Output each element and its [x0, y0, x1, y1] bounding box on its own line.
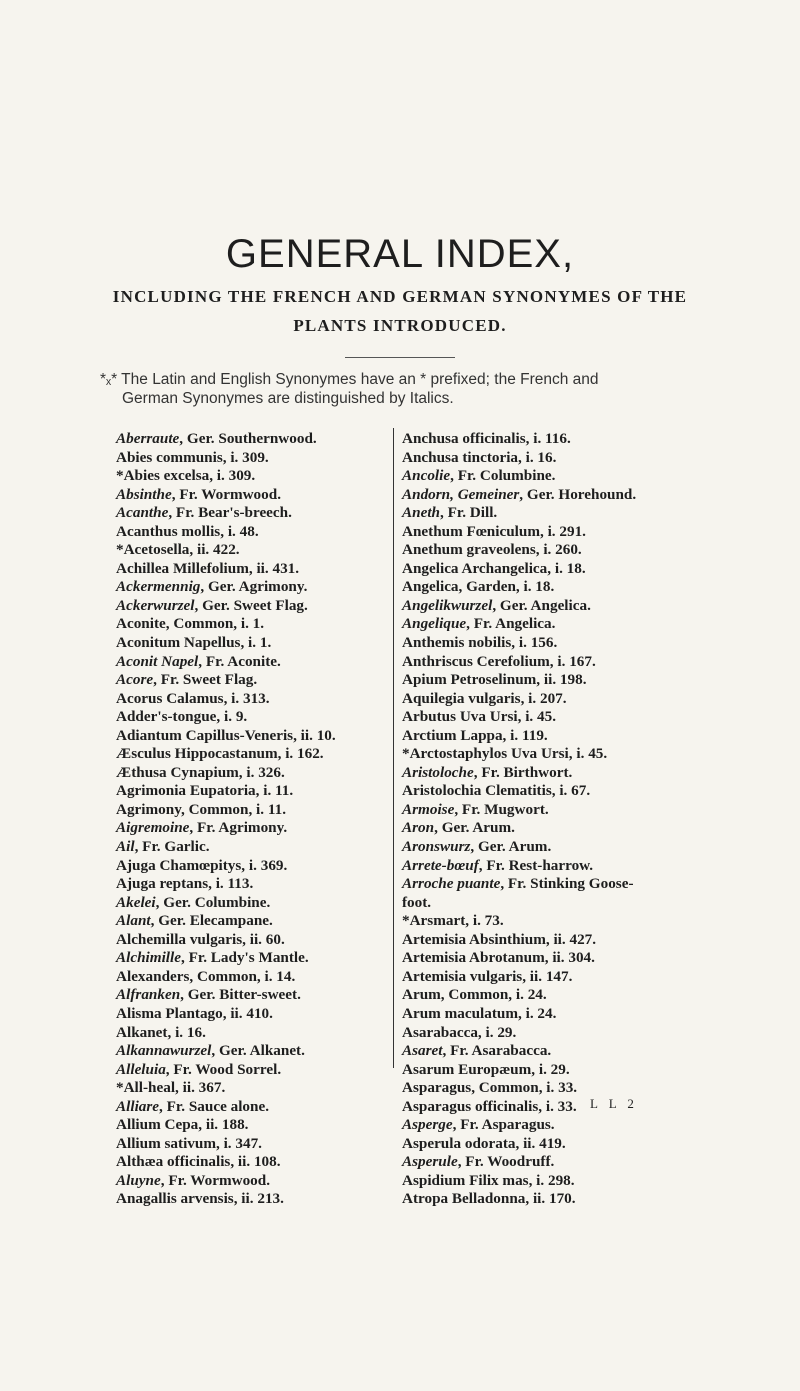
index-entry: [116, 1098, 388, 1117]
index-entry: [116, 690, 388, 709]
editorial-note: [100, 370, 720, 408]
entry-text: Adiantum Capillus-Veneris, ii. 10.: [116, 726, 336, 744]
entry-term-italic: Aron: [402, 819, 435, 837]
entry-term-italic: Aronswurz: [402, 838, 471, 856]
entry-text: , Fr. Stinking Goose-: [500, 875, 634, 893]
index-entry: [402, 597, 702, 616]
index-entry: [402, 968, 702, 987]
page-title: GENERAL INDEX,: [225, 232, 575, 276]
entry-term-italic: Absinthe: [116, 485, 172, 503]
entry-text: , Ger. Elecampane.: [150, 912, 273, 930]
index-entry: [402, 894, 702, 913]
index-entry: [116, 523, 388, 542]
entry-text: Ajuga reptans, i. 113.: [116, 875, 254, 893]
entry-term-italic: Alliare: [116, 1097, 160, 1115]
entry-text: , Fr. Asarabacca.: [442, 1042, 552, 1060]
entry-text: Aquilegia vulgaris, i. 207.: [402, 689, 567, 707]
entry-text: Asperula odorata, ii. 419.: [402, 1134, 566, 1152]
index-entry: [402, 634, 702, 653]
entry-text: Æthusa Cynapium, i. 326.: [116, 763, 285, 781]
entry-term-italic: Aristoloche: [402, 763, 474, 781]
entry-text: Arum maculatum, i. 24.: [402, 1004, 557, 1022]
index-entry: [116, 986, 388, 1005]
entry-text: foot.: [402, 893, 432, 911]
entry-term-italic: Alkannawurzel: [116, 1042, 212, 1060]
entry-text: , Ger. Sweet Flag.: [194, 596, 308, 614]
entry-term-italic: Aluyne: [116, 1171, 161, 1189]
index-entry: [402, 1079, 702, 1098]
index-column-left: [116, 430, 388, 1209]
index-entry: [116, 857, 388, 876]
entry-term-italic: Alchimille: [116, 949, 181, 967]
entry-text: Angelica Archangelica, i. 18.: [402, 559, 586, 577]
entry-text: Arum, Common, i. 24.: [402, 986, 547, 1004]
index-entry: [402, 671, 702, 690]
entry-text: , Fr. Sauce alone.: [159, 1097, 270, 1115]
index-entry: [116, 1172, 388, 1191]
entry-term-italic: Angelikwurzel: [402, 596, 493, 614]
index-entry: [402, 467, 702, 486]
index-entry: [402, 857, 702, 876]
entry-term-italic: Ackermennig: [116, 578, 201, 596]
note-line-2: German Synonymes are distinguished by Italics.: [122, 390, 454, 407]
index-entry: [116, 449, 388, 468]
entry-text: , Fr. Lady's Mantle.: [180, 949, 309, 967]
entry-text: , Fr. Asparagus.: [452, 1116, 555, 1134]
index-entry: [402, 912, 702, 931]
entry-text: Alkanet, i. 16.: [116, 1023, 206, 1041]
entry-text: , Ger. Horehound.: [519, 485, 637, 503]
index-entry: [116, 968, 388, 987]
signature-mark: L L 2: [590, 1096, 638, 1111]
entry-text: , Fr. Angelica.: [466, 615, 556, 633]
index-entry: [402, 449, 702, 468]
entry-text: , Fr. Woodruff.: [457, 1153, 555, 1171]
entry-term-italic: Ancolie: [402, 467, 451, 485]
entry-term-italic: Ail: [116, 838, 135, 856]
index-entry: [402, 1172, 702, 1191]
index-entry: [116, 782, 388, 801]
entry-text: Asarum Europæum, i. 29.: [402, 1060, 570, 1078]
index-entry: [116, 727, 388, 746]
index-entry: [116, 671, 388, 690]
entry-text: Anthemis nobilis, i. 156.: [402, 634, 558, 652]
note-line-1: *ₓ* The Latin and English Synonymes have an * prefixed; the French and: [100, 371, 599, 388]
index-entry: [402, 504, 702, 523]
entry-text: , Fr. Aconite.: [198, 652, 281, 670]
entry-text: Aconitum Napellus, i. 1.: [116, 634, 272, 652]
index-entry: [116, 504, 388, 523]
entry-text: Asparagus, Common, i. 33.: [402, 1079, 578, 1097]
index-entry: [116, 801, 388, 820]
entry-text: Agrimony, Common, i. 11.: [116, 800, 287, 818]
entry-text: Anethum Fœniculum, i. 291.: [402, 522, 586, 540]
index-entry: [116, 931, 388, 950]
entry-text: , Fr. Wood Sorrel.: [165, 1060, 282, 1078]
index-entry: [116, 819, 388, 838]
index-entry: [116, 838, 388, 857]
index-entry: [402, 1061, 702, 1080]
entry-text: , Fr. Columbine.: [450, 467, 556, 485]
index-entry: [402, 838, 702, 857]
index-entry: [402, 875, 702, 894]
entry-text: Adder's-tongue, i. 9.: [116, 708, 248, 726]
entry-text: , Fr. Agrimony.: [189, 819, 288, 837]
entry-text: Anchusa officinalis, i. 116.: [402, 430, 571, 447]
index-entry: [402, 1042, 702, 1061]
index-entry: [116, 578, 388, 597]
entry-term-italic: Acanthe: [116, 504, 169, 522]
index-entry: [402, 560, 702, 579]
entry-text: Atropa Belladonna, ii. 170.: [402, 1190, 576, 1208]
entry-text: , Fr. Garlic.: [134, 838, 210, 856]
index-entry: [402, 653, 702, 672]
entry-text: Acorus Calamus, i. 313.: [116, 689, 270, 707]
entry-term-italic: Asperge: [402, 1116, 453, 1134]
entry-text: , Ger. Alkanet.: [211, 1042, 305, 1060]
index-entry: [116, 1079, 388, 1098]
index-entry: [402, 764, 702, 783]
index-entry: [402, 1190, 702, 1209]
entry-text: , Ger. Columbine.: [155, 893, 271, 911]
entry-text: Anethum graveolens, i. 260.: [402, 541, 582, 559]
index-entry: [116, 912, 388, 931]
index-entry: [116, 1153, 388, 1172]
entry-term-italic: Asaret: [402, 1042, 443, 1060]
index-entry: [116, 541, 388, 560]
index-entry: [116, 615, 388, 634]
index-entry: [402, 745, 702, 764]
title-rule: [345, 357, 455, 358]
entry-text: Anchusa tinctoria, i. 16.: [402, 448, 557, 466]
index-entry: [402, 801, 702, 820]
subtitle-line-2: PLANTS INTRODUCED.: [293, 316, 507, 335]
entry-text: Artemisia vulgaris, ii. 147.: [402, 967, 573, 985]
index-entry: [116, 430, 388, 449]
entry-text: , Fr. Dill.: [439, 504, 498, 522]
index-entry: [402, 430, 702, 449]
entry-text: Angelica, Garden, i. 18.: [402, 578, 555, 596]
entry-text: Arbutus Uva Ursi, i. 45.: [402, 708, 556, 726]
index-entry: [116, 1042, 388, 1061]
entry-text: Alchemilla vulgaris, ii. 60.: [116, 930, 285, 948]
index-entry: [402, 727, 702, 746]
entry-term-italic: Aberraute: [116, 430, 180, 447]
index-entry: [116, 634, 388, 653]
index-entry: [402, 1153, 702, 1172]
entry-text: *Arctostaphylos Uva Ursi, i. 45.: [402, 745, 608, 763]
entry-term-italic: Alleluia: [116, 1060, 166, 1078]
index-entry: [402, 819, 702, 838]
entry-text: Artemisia Absinthium, ii. 427.: [402, 930, 597, 948]
index-entry: [116, 1024, 388, 1043]
entry-term-italic: Ackerwurzel: [116, 596, 195, 614]
index-entry: [116, 1005, 388, 1024]
entry-term-italic: Akelei: [116, 893, 156, 911]
entry-term-italic: Acore: [116, 671, 154, 689]
index-entry: [116, 949, 388, 968]
index-entry: [402, 986, 702, 1005]
entry-text: Aristolochia Clematitis, i. 67.: [402, 782, 591, 800]
entry-text: Arctium Lappa, i. 119.: [402, 726, 548, 744]
index-entry: [402, 523, 702, 542]
entry-text: *All-heal, ii. 367.: [116, 1079, 226, 1097]
entry-text: , Fr. Mugwort.: [454, 800, 549, 818]
index-entry: [116, 1135, 388, 1154]
entry-text: Asarabacca, i. 29.: [402, 1023, 517, 1041]
entry-term-italic: Aconit Napel: [116, 652, 199, 670]
entry-text: Allium Cepa, ii. 188.: [116, 1116, 249, 1134]
entry-term-italic: Alant: [116, 912, 151, 930]
index-entry: [402, 615, 702, 634]
index-entry: [402, 486, 702, 505]
entry-term-italic: Arrete-bœuf: [402, 856, 479, 874]
index-entry: [116, 764, 388, 783]
entry-term-italic: Alfranken: [116, 986, 181, 1004]
index-entry: [116, 1061, 388, 1080]
entry-text: , Ger. Agrimony.: [200, 578, 308, 596]
entry-text: Alisma Plantago, ii. 410.: [116, 1004, 273, 1022]
index-entry: [116, 467, 388, 486]
entry-text: Apium Petroselinum, ii. 198.: [402, 671, 587, 689]
index-entry: [402, 1024, 702, 1043]
entry-text: Acanthus mollis, i. 48.: [116, 522, 259, 540]
entry-text: Alexanders, Common, i. 14.: [116, 967, 296, 985]
index-entry: [116, 875, 388, 894]
index-entry: [402, 1098, 702, 1117]
entry-term-italic: Angelique: [402, 615, 467, 633]
index-entry: [402, 1135, 702, 1154]
entry-term-italic: Asperule: [402, 1153, 458, 1171]
index-entry: [402, 782, 702, 801]
index-entry: [116, 894, 388, 913]
entry-text: , Ger. Bitter-sweet.: [180, 986, 301, 1004]
entry-term-italic: Aigremoine: [116, 819, 190, 837]
entry-text: Ajuga Chamœpitys, i. 369.: [116, 856, 288, 874]
index-entry: [402, 578, 702, 597]
index-entry: [116, 708, 388, 727]
entry-text: , Ger. Arum.: [470, 838, 552, 856]
entry-text: Æsculus Hippocastanum, i. 162.: [116, 745, 324, 763]
entry-term-italic: Arroche puante: [402, 875, 501, 893]
entry-text: *Acetosella, ii. 422.: [116, 541, 240, 559]
entry-text: Artemisia Abrotanum, ii. 304.: [402, 949, 595, 967]
entry-text: Allium sativum, i. 347.: [116, 1134, 262, 1152]
entry-text: Althæa officinalis, ii. 108.: [116, 1153, 281, 1171]
index-entry: [116, 486, 388, 505]
index-entry: [116, 653, 388, 672]
entry-text: , Ger. Angelica.: [492, 596, 591, 614]
index-entry: [116, 1116, 388, 1135]
entry-term-italic: Aneth: [402, 504, 440, 522]
index-entry: [402, 949, 702, 968]
entry-text: , Fr. Sweet Flag.: [153, 671, 258, 689]
entry-text: , Fr. Wormwood.: [160, 1171, 271, 1189]
entry-text: Achillea Millefolium, ii. 431.: [116, 559, 300, 577]
entry-text: , Ger. Arum.: [434, 819, 515, 837]
entry-text: *Abies excelsa, i. 309.: [116, 467, 256, 485]
entry-text: Aconite, Common, i. 1.: [116, 615, 265, 633]
index-entry: [402, 708, 702, 727]
entry-text: , Fr. Wormwood.: [171, 485, 281, 503]
index-entry: [402, 1005, 702, 1024]
index-column-right: [402, 430, 702, 1209]
entry-term-italic: Armoise: [402, 800, 455, 818]
entry-text: Anagallis arvensis, ii. 213.: [116, 1190, 284, 1208]
entry-text: , Fr. Rest-harrow.: [478, 856, 594, 874]
index-entry: [116, 745, 388, 764]
entry-text: Aspidium Filix mas, i. 298.: [402, 1171, 575, 1189]
entry-term-italic: Andorn, Gemeiner: [402, 485, 520, 503]
entry-text: , Fr. Bear's-breech.: [168, 504, 292, 522]
entry-text: Asparagus officinalis, i. 33.: [402, 1097, 577, 1115]
index-entry: [402, 690, 702, 709]
index-entry: [116, 1190, 388, 1209]
index-entry: [116, 597, 388, 616]
column-divider: [393, 428, 394, 1068]
index-entry: [402, 1116, 702, 1135]
entry-text: , Ger. Southernwood.: [179, 430, 317, 447]
entry-text: Abies communis, i. 309.: [116, 448, 269, 466]
subtitle-line-1: INCLUDING THE FRENCH AND GERMAN SYNONYMES OF THE: [112, 287, 688, 306]
entry-text: *Arsmart, i. 73.: [402, 912, 504, 930]
index-entry: [402, 541, 702, 560]
entry-text: Anthriscus Cerefolium, i. 167.: [402, 652, 596, 670]
index-entry: [116, 560, 388, 579]
index-entry: [402, 931, 702, 950]
entry-text: Agrimonia Eupatoria, i. 11.: [116, 782, 294, 800]
entry-text: , Fr. Birthwort.: [473, 763, 573, 781]
